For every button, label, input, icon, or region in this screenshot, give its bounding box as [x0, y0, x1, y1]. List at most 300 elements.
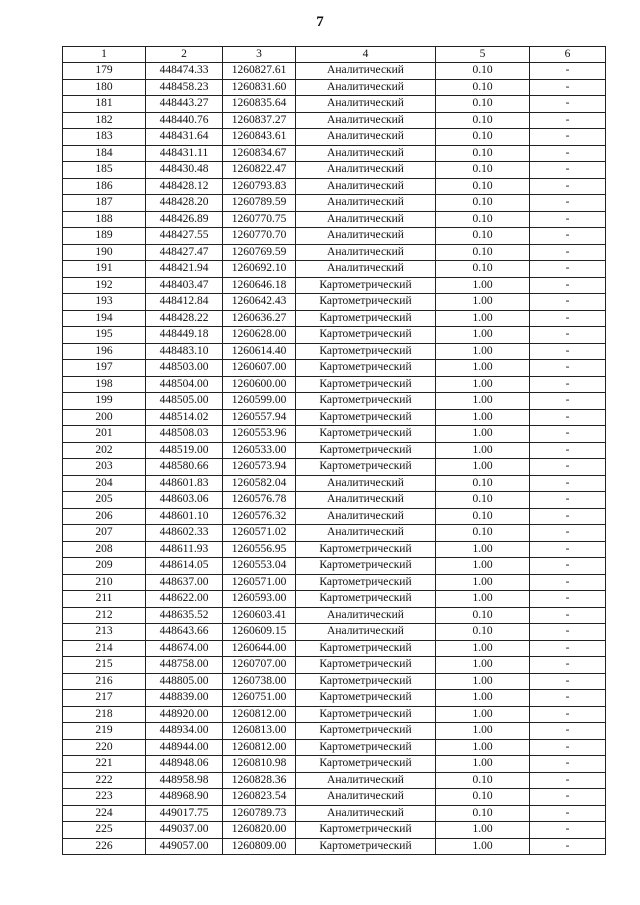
method-cell: Аналитический	[296, 772, 436, 789]
accuracy-cell: 0.10	[436, 772, 530, 789]
accuracy-cell: 1.00	[436, 640, 530, 657]
note-cell: -	[530, 343, 606, 360]
table-row	[63, 805, 606, 822]
note-cell: -	[530, 178, 606, 195]
accuracy-cell: 0.10	[436, 129, 530, 146]
x-coordinate-cell: 448458.23	[146, 79, 223, 96]
point-number-cell: 205	[63, 492, 146, 509]
y-coordinate-cell: 1260571.02	[223, 525, 296, 542]
note-cell: -	[530, 657, 606, 674]
method-cell: Аналитический	[296, 195, 436, 212]
table-row	[63, 63, 606, 80]
method-cell: Картометрический	[296, 277, 436, 294]
method-cell: Картометрический	[296, 360, 436, 377]
y-coordinate-cell: 1260573.94	[223, 459, 296, 476]
point-number-cell: 213	[63, 624, 146, 641]
note-cell: -	[530, 723, 606, 740]
table-row	[63, 294, 606, 311]
accuracy-cell: 0.10	[436, 228, 530, 245]
y-coordinate-cell: 1260837.27	[223, 112, 296, 129]
point-number-cell: 212	[63, 607, 146, 624]
accuracy-cell: 1.00	[436, 690, 530, 707]
x-coordinate-cell: 448428.12	[146, 178, 223, 195]
accuracy-cell: 1.00	[436, 376, 530, 393]
table-row	[63, 838, 606, 855]
x-coordinate-cell: 448643.66	[146, 624, 223, 641]
x-coordinate-cell: 448449.18	[146, 327, 223, 344]
point-number-cell: 197	[63, 360, 146, 377]
method-cell: Картометрический	[296, 739, 436, 756]
method-cell: Аналитический	[296, 145, 436, 162]
point-number-cell: 223	[63, 789, 146, 806]
y-coordinate-cell: 1260533.00	[223, 442, 296, 459]
y-coordinate-cell: 1260770.75	[223, 211, 296, 228]
y-coordinate-cell: 1260553.96	[223, 426, 296, 443]
x-coordinate-cell: 449017.75	[146, 805, 223, 822]
accuracy-cell: 0.10	[436, 492, 530, 509]
method-cell: Аналитический	[296, 96, 436, 113]
coordinates-table	[62, 46, 606, 855]
accuracy-cell: 1.00	[436, 409, 530, 426]
y-coordinate-cell: 1260707.00	[223, 657, 296, 674]
table-row	[63, 706, 606, 723]
accuracy-cell: 0.10	[436, 525, 530, 542]
table-row	[63, 360, 606, 377]
method-cell: Аналитический	[296, 789, 436, 806]
y-coordinate-cell: 1260692.10	[223, 261, 296, 278]
point-number-cell: 204	[63, 475, 146, 492]
method-cell: Аналитический	[296, 525, 436, 542]
x-coordinate-cell: 448428.22	[146, 310, 223, 327]
table-row	[63, 756, 606, 773]
y-coordinate-cell: 1260593.00	[223, 591, 296, 608]
table-row	[63, 541, 606, 558]
method-cell: Картометрический	[296, 327, 436, 344]
x-coordinate-cell: 448934.00	[146, 723, 223, 740]
x-coordinate-cell: 448580.66	[146, 459, 223, 476]
accuracy-cell: 1.00	[436, 756, 530, 773]
table-row	[63, 475, 606, 492]
note-cell: -	[530, 822, 606, 839]
accuracy-cell: 1.00	[436, 706, 530, 723]
x-coordinate-cell: 448622.00	[146, 591, 223, 608]
y-coordinate-cell: 1260644.00	[223, 640, 296, 657]
x-coordinate-cell: 448968.90	[146, 789, 223, 806]
x-coordinate-cell: 449057.00	[146, 838, 223, 855]
table-row	[63, 343, 606, 360]
column-header: 6	[530, 47, 606, 63]
accuracy-cell: 1.00	[436, 541, 530, 558]
point-number-cell: 190	[63, 244, 146, 261]
y-coordinate-cell: 1260576.32	[223, 508, 296, 525]
accuracy-cell: 0.10	[436, 624, 530, 641]
x-coordinate-cell: 448431.64	[146, 129, 223, 146]
column-header: 5	[436, 47, 530, 63]
accuracy-cell: 1.00	[436, 442, 530, 459]
x-coordinate-cell: 448948.06	[146, 756, 223, 773]
y-coordinate-cell: 1260738.00	[223, 673, 296, 690]
table-row	[63, 624, 606, 641]
point-number-cell: 217	[63, 690, 146, 707]
note-cell: -	[530, 640, 606, 657]
method-cell: Картометрический	[296, 690, 436, 707]
x-coordinate-cell: 448758.00	[146, 657, 223, 674]
note-cell: -	[530, 624, 606, 641]
note-cell: -	[530, 739, 606, 756]
point-number-cell: 185	[63, 162, 146, 179]
x-coordinate-cell: 448428.20	[146, 195, 223, 212]
method-cell: Картометрический	[296, 756, 436, 773]
note-cell: -	[530, 261, 606, 278]
y-coordinate-cell: 1260553.04	[223, 558, 296, 575]
point-number-cell: 207	[63, 525, 146, 542]
y-coordinate-cell: 1260828.36	[223, 772, 296, 789]
point-number-cell: 193	[63, 294, 146, 311]
point-number-cell: 210	[63, 574, 146, 591]
accuracy-cell: 1.00	[436, 673, 530, 690]
table-row	[63, 426, 606, 443]
method-cell: Аналитический	[296, 508, 436, 525]
accuracy-cell: 0.10	[436, 79, 530, 96]
accuracy-cell: 1.00	[436, 558, 530, 575]
x-coordinate-cell: 448508.03	[146, 426, 223, 443]
point-number-cell: 198	[63, 376, 146, 393]
table-row	[63, 211, 606, 228]
column-header: 1	[63, 47, 146, 63]
x-coordinate-cell: 448443.27	[146, 96, 223, 113]
point-number-cell: 196	[63, 343, 146, 360]
method-cell: Картометрический	[296, 673, 436, 690]
y-coordinate-cell: 1260809.00	[223, 838, 296, 855]
point-number-cell: 184	[63, 145, 146, 162]
x-coordinate-cell: 448505.00	[146, 393, 223, 410]
method-cell: Аналитический	[296, 178, 436, 195]
accuracy-cell: 0.10	[436, 508, 530, 525]
table-row	[63, 657, 606, 674]
table-row	[63, 673, 606, 690]
method-cell: Картометрический	[296, 541, 436, 558]
note-cell: -	[530, 442, 606, 459]
point-number-cell: 200	[63, 409, 146, 426]
x-coordinate-cell: 448839.00	[146, 690, 223, 707]
note-cell: -	[530, 838, 606, 855]
note-cell: -	[530, 244, 606, 261]
point-number-cell: 179	[63, 63, 146, 80]
note-cell: -	[530, 805, 606, 822]
method-cell: Аналитический	[296, 805, 436, 822]
point-number-cell: 215	[63, 657, 146, 674]
method-cell: Картометрический	[296, 723, 436, 740]
method-cell: Аналитический	[296, 228, 436, 245]
point-number-cell: 189	[63, 228, 146, 245]
y-coordinate-cell: 1260603.41	[223, 607, 296, 624]
x-coordinate-cell: 448403.47	[146, 277, 223, 294]
accuracy-cell: 1.00	[436, 393, 530, 410]
method-cell: Картометрический	[296, 459, 436, 476]
method-cell: Картометрический	[296, 574, 436, 591]
table-row	[63, 558, 606, 575]
accuracy-cell: 0.10	[436, 63, 530, 80]
point-number-cell: 183	[63, 129, 146, 146]
accuracy-cell: 1.00	[436, 822, 530, 839]
y-coordinate-cell: 1260812.00	[223, 739, 296, 756]
y-coordinate-cell: 1260834.67	[223, 145, 296, 162]
table-row	[63, 96, 606, 113]
accuracy-cell: 1.00	[436, 294, 530, 311]
note-cell: -	[530, 327, 606, 344]
x-coordinate-cell: 448635.52	[146, 607, 223, 624]
note-cell: -	[530, 673, 606, 690]
method-cell: Аналитический	[296, 211, 436, 228]
method-cell: Картометрический	[296, 426, 436, 443]
x-coordinate-cell: 448637.00	[146, 574, 223, 591]
note-cell: -	[530, 706, 606, 723]
table-row	[63, 79, 606, 96]
accuracy-cell: 1.00	[436, 310, 530, 327]
accuracy-cell: 0.10	[436, 475, 530, 492]
x-coordinate-cell: 448421.94	[146, 261, 223, 278]
point-number-cell: 186	[63, 178, 146, 195]
note-cell: -	[530, 211, 606, 228]
note-cell: -	[530, 96, 606, 113]
method-cell: Картометрический	[296, 706, 436, 723]
point-number-cell: 181	[63, 96, 146, 113]
accuracy-cell: 0.10	[436, 789, 530, 806]
note-cell: -	[530, 277, 606, 294]
table-row	[63, 492, 606, 509]
x-coordinate-cell: 448514.02	[146, 409, 223, 426]
y-coordinate-cell: 1260600.00	[223, 376, 296, 393]
point-number-cell: 209	[63, 558, 146, 575]
method-cell: Картометрический	[296, 591, 436, 608]
method-cell: Картометрический	[296, 838, 436, 855]
point-number-cell: 191	[63, 261, 146, 278]
y-coordinate-cell: 1260571.00	[223, 574, 296, 591]
note-cell: -	[530, 310, 606, 327]
method-cell: Аналитический	[296, 112, 436, 129]
table-row	[63, 574, 606, 591]
accuracy-cell: 0.10	[436, 178, 530, 195]
accuracy-cell: 1.00	[436, 657, 530, 674]
accuracy-cell: 1.00	[436, 459, 530, 476]
point-number-cell: 206	[63, 508, 146, 525]
y-coordinate-cell: 1260609.15	[223, 624, 296, 641]
method-cell: Аналитический	[296, 492, 436, 509]
point-number-cell: 208	[63, 541, 146, 558]
note-cell: -	[530, 409, 606, 426]
x-coordinate-cell: 448602.33	[146, 525, 223, 542]
x-coordinate-cell: 448430.48	[146, 162, 223, 179]
table-row	[63, 310, 606, 327]
point-number-cell: 199	[63, 393, 146, 410]
table-row	[63, 591, 606, 608]
table-row	[63, 723, 606, 740]
point-number-cell: 221	[63, 756, 146, 773]
note-cell: -	[530, 145, 606, 162]
note-cell: -	[530, 508, 606, 525]
method-cell: Картометрический	[296, 393, 436, 410]
note-cell: -	[530, 558, 606, 575]
note-cell: -	[530, 393, 606, 410]
x-coordinate-cell: 448920.00	[146, 706, 223, 723]
x-coordinate-cell: 448483.10	[146, 343, 223, 360]
x-coordinate-cell: 448412.84	[146, 294, 223, 311]
point-number-cell: 180	[63, 79, 146, 96]
x-coordinate-cell: 448503.00	[146, 360, 223, 377]
column-header: 3	[223, 47, 296, 63]
table-row	[63, 772, 606, 789]
accuracy-cell: 1.00	[436, 327, 530, 344]
point-number-cell: 195	[63, 327, 146, 344]
table-row	[63, 739, 606, 756]
y-coordinate-cell: 1260642.43	[223, 294, 296, 311]
point-number-cell: 203	[63, 459, 146, 476]
point-number-cell: 218	[63, 706, 146, 723]
note-cell: -	[530, 79, 606, 96]
table-row	[63, 195, 606, 212]
method-cell: Аналитический	[296, 624, 436, 641]
method-cell: Картометрический	[296, 640, 436, 657]
accuracy-cell: 1.00	[436, 360, 530, 377]
table-row	[63, 112, 606, 129]
table-header-row	[63, 47, 606, 63]
point-number-cell: 182	[63, 112, 146, 129]
x-coordinate-cell: 448427.47	[146, 244, 223, 261]
accuracy-cell: 1.00	[436, 343, 530, 360]
table-row	[63, 393, 606, 410]
column-header: 2	[146, 47, 223, 63]
x-coordinate-cell: 448601.83	[146, 475, 223, 492]
method-cell: Картометрический	[296, 376, 436, 393]
table-row	[63, 327, 606, 344]
table-row	[63, 277, 606, 294]
accuracy-cell: 1.00	[436, 277, 530, 294]
x-coordinate-cell: 448440.76	[146, 112, 223, 129]
accuracy-cell: 1.00	[436, 591, 530, 608]
y-coordinate-cell: 1260810.98	[223, 756, 296, 773]
x-coordinate-cell: 448674.00	[146, 640, 223, 657]
x-coordinate-cell: 448504.00	[146, 376, 223, 393]
y-coordinate-cell: 1260822.47	[223, 162, 296, 179]
y-coordinate-cell: 1260843.61	[223, 129, 296, 146]
method-cell: Картометрический	[296, 343, 436, 360]
point-number-cell: 214	[63, 640, 146, 657]
method-cell: Картометрический	[296, 657, 436, 674]
note-cell: -	[530, 574, 606, 591]
x-coordinate-cell: 449037.00	[146, 822, 223, 839]
y-coordinate-cell: 1260813.00	[223, 723, 296, 740]
table-row	[63, 178, 606, 195]
note-cell: -	[530, 63, 606, 80]
table-row	[63, 244, 606, 261]
y-coordinate-cell: 1260628.00	[223, 327, 296, 344]
table-row	[63, 261, 606, 278]
point-number-cell: 222	[63, 772, 146, 789]
point-number-cell: 216	[63, 673, 146, 690]
note-cell: -	[530, 459, 606, 476]
note-cell: -	[530, 426, 606, 443]
note-cell: -	[530, 789, 606, 806]
point-number-cell: 219	[63, 723, 146, 740]
method-cell: Аналитический	[296, 607, 436, 624]
note-cell: -	[530, 607, 606, 624]
x-coordinate-cell: 448614.05	[146, 558, 223, 575]
note-cell: -	[530, 376, 606, 393]
point-number-cell: 226	[63, 838, 146, 855]
method-cell: Картометрический	[296, 558, 436, 575]
table-row	[63, 607, 606, 624]
accuracy-cell: 0.10	[436, 112, 530, 129]
point-number-cell: 192	[63, 277, 146, 294]
y-coordinate-cell: 1260820.00	[223, 822, 296, 839]
table-row	[63, 508, 606, 525]
note-cell: -	[530, 525, 606, 542]
y-coordinate-cell: 1260789.73	[223, 805, 296, 822]
y-coordinate-cell: 1260556.95	[223, 541, 296, 558]
accuracy-cell: 0.10	[436, 607, 530, 624]
y-coordinate-cell: 1260770.70	[223, 228, 296, 245]
y-coordinate-cell: 1260636.27	[223, 310, 296, 327]
y-coordinate-cell: 1260812.00	[223, 706, 296, 723]
accuracy-cell: 0.10	[436, 96, 530, 113]
accuracy-cell: 1.00	[436, 426, 530, 443]
y-coordinate-cell: 1260769.59	[223, 244, 296, 261]
note-cell: -	[530, 756, 606, 773]
y-coordinate-cell: 1260582.04	[223, 475, 296, 492]
y-coordinate-cell: 1260827.61	[223, 63, 296, 80]
accuracy-cell: 0.10	[436, 195, 530, 212]
note-cell: -	[530, 195, 606, 212]
y-coordinate-cell: 1260607.00	[223, 360, 296, 377]
x-coordinate-cell: 448426.89	[146, 211, 223, 228]
method-cell: Аналитический	[296, 63, 436, 80]
x-coordinate-cell: 448958.98	[146, 772, 223, 789]
note-cell: -	[530, 591, 606, 608]
x-coordinate-cell: 448601.10	[146, 508, 223, 525]
method-cell: Аналитический	[296, 79, 436, 96]
accuracy-cell: 0.10	[436, 805, 530, 822]
accuracy-cell: 0.10	[436, 162, 530, 179]
y-coordinate-cell: 1260823.54	[223, 789, 296, 806]
note-cell: -	[530, 690, 606, 707]
x-coordinate-cell: 448431.11	[146, 145, 223, 162]
table-row	[63, 822, 606, 839]
table-row	[63, 409, 606, 426]
accuracy-cell: 1.00	[436, 838, 530, 855]
table-row	[63, 442, 606, 459]
table-row	[63, 376, 606, 393]
column-header: 4	[296, 47, 436, 63]
method-cell: Картометрический	[296, 822, 436, 839]
y-coordinate-cell: 1260614.40	[223, 343, 296, 360]
table-body	[63, 63, 606, 855]
method-cell: Аналитический	[296, 244, 436, 261]
point-number-cell: 220	[63, 739, 146, 756]
point-number-cell: 225	[63, 822, 146, 839]
y-coordinate-cell: 1260557.94	[223, 409, 296, 426]
table-row	[63, 145, 606, 162]
table-row	[63, 162, 606, 179]
x-coordinate-cell: 448944.00	[146, 739, 223, 756]
note-cell: -	[530, 475, 606, 492]
table-row	[63, 690, 606, 707]
method-cell: Аналитический	[296, 129, 436, 146]
method-cell: Картометрический	[296, 310, 436, 327]
note-cell: -	[530, 112, 606, 129]
point-number-cell: 194	[63, 310, 146, 327]
point-number-cell: 187	[63, 195, 146, 212]
x-coordinate-cell: 448427.55	[146, 228, 223, 245]
